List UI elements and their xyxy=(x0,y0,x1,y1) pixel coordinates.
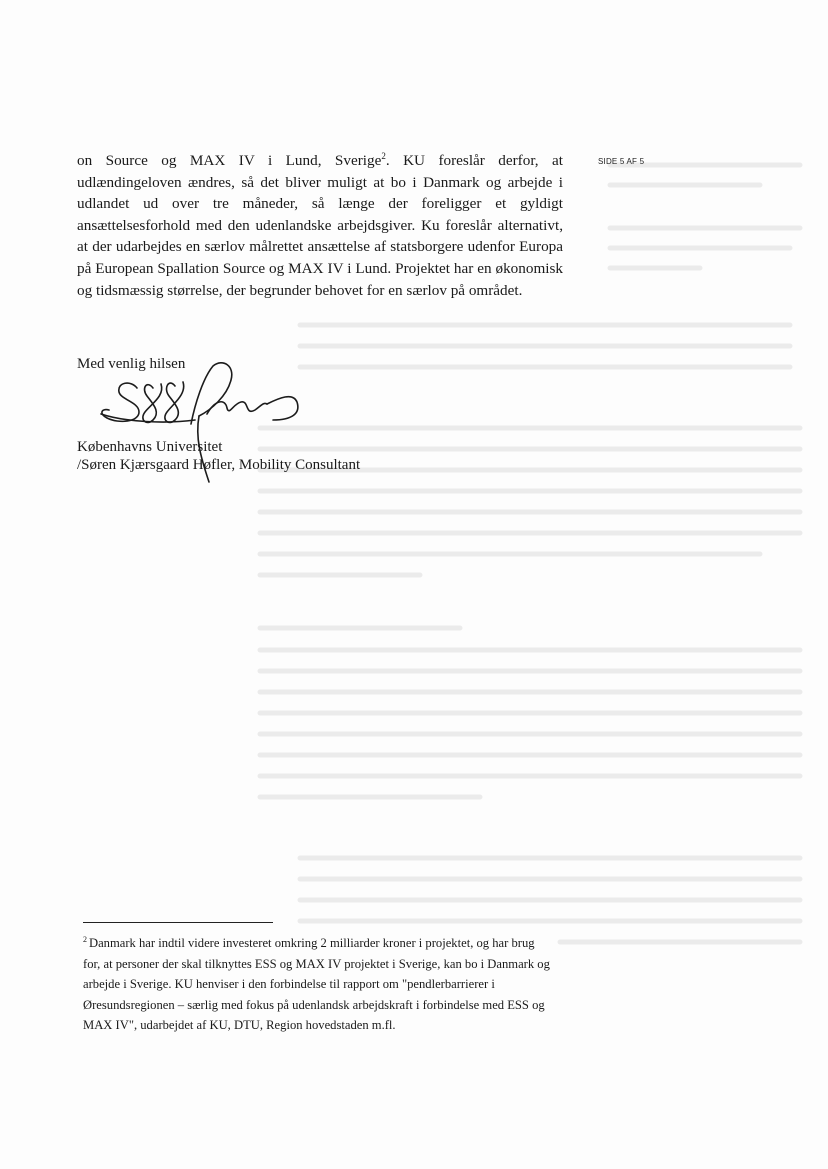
footnote-text: Danmark har indtil videre investeret omkring 2 milliarder kroner i projektet, og har brug for, at personer der skal tilknyttes ESS og MAX IV projektet i Sverige, kan bo i Danmark og arbejde i Sverige. KU henviser i den forbindelse til rapport om "pendlerbarrierer i Øresundsregionen – særlig med fokus på udenlandsk arbejdskraft i forbindelse med ESS og MAX IV", udarbejdet af KU, DTU, Region hovedstaden m.fl. xyxy=(83,936,550,1033)
footnote-marker: 2 xyxy=(83,935,87,944)
page-number-label: SIDE 5 AF 5 xyxy=(598,157,645,166)
body-text-rest: . KU foreslår derfor, at udlændingeloven ændres, så det bliver muligt at bo i Danmark og arbejde i udlandet ud over tre måneder, så længe der foreligger et gyldigt ansættelsesforhold med den udenlandske arbejdsgiver. Ku foreslår alternativt, at der udarbejdes en særlov målrettet ansættelse af statsborgere udenfor Europa på European Spallation Source og MAX IV i Lund. Projektet har en økonomisk og tidsmæssig størrelse, der begrunder behovet for en særlov på området. xyxy=(77,152,563,299)
body-paragraph xyxy=(77,150,563,301)
footnote-divider xyxy=(83,922,273,923)
author-name: /Søren Kjærsgaard Høfler, Mobility Consultant xyxy=(77,457,361,473)
body-text-start: on Source og MAX IV i Lund, Sverige xyxy=(77,152,382,169)
closing-greeting: Med venlig hilsen xyxy=(77,356,186,372)
footnote xyxy=(83,933,553,1036)
institution-name: Københavns Universitet xyxy=(77,439,223,455)
footnote-reference: 2 xyxy=(381,151,386,161)
